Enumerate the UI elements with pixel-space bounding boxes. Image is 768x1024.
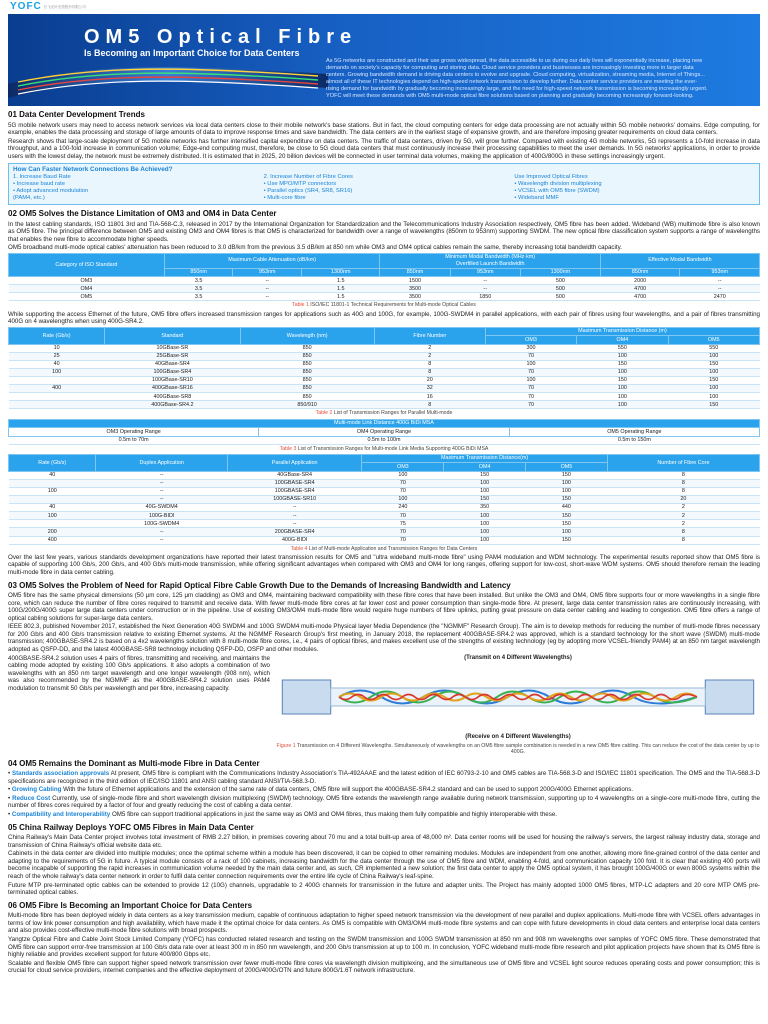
table-cell: 0.5m to 70m (9, 436, 259, 444)
table-cell (9, 496, 96, 504)
callout-column: 1. Increase Baud Rate • Increase baud rate • Adopt advanced modulation (PAM4, etc.) (13, 174, 89, 201)
table-cell: 10 (9, 344, 105, 352)
table-cell: -- (96, 528, 227, 536)
table-cell: 2 (374, 352, 485, 360)
table-header: Maximum Transmission Distance (m) (485, 327, 759, 335)
table-cell: 40G-SWDM4 (96, 504, 227, 512)
bullet-text: With the future of Ethernet applications and the extension of the same rate of data centers, OM5 fibre will support the 400GBASE-SR4.2 standard and can be used to support 200G/400G Ethernet applications. (63, 786, 634, 794)
table-caption (8, 546, 760, 552)
table-header: OM3 Operating Range (9, 428, 259, 436)
table-cell (9, 377, 105, 385)
table-caption (8, 302, 760, 308)
table-cell: 70 (485, 369, 576, 377)
figure-top-label: (Transmit on 4 Different Wavelengths) (464, 654, 572, 661)
table-cell (9, 520, 96, 528)
table-cell: 100 (444, 479, 526, 487)
table-cell: 40GBase-SR4 (227, 471, 362, 479)
table-subheader: OM5 (668, 336, 759, 344)
table-header: Rate (Gb/s) (9, 327, 105, 344)
table-cell: 100 (577, 393, 668, 401)
table-cell: 2 (374, 344, 485, 352)
table-cell: 20 (607, 496, 759, 504)
table-header: OM5 Operating Range (509, 428, 759, 436)
table-cell: 70 (362, 528, 444, 536)
table-cell: 8 (607, 479, 759, 487)
caption-text: ISO/IEC 11801-1 Technical Requirements for Multi-mode Optical Cables (310, 302, 476, 309)
page-subtitle: Is Becoming an Important Choice for Data Centers (84, 48, 300, 58)
table-cell: 150 (668, 377, 759, 385)
table-header: Wavelength (nm) (240, 327, 374, 344)
table-cell: 20 (374, 377, 485, 385)
header-banner (8, 14, 760, 106)
table-cell: 400 (9, 536, 96, 544)
table-subheader: 1300nm (302, 268, 380, 276)
bullet-item: • Reduce Cost Currently, use of single-mode fibre and short wavelength division multiplexing (SWDM) technology. OM5 fibre extends the wavelength range available during network transmission, supporting up to 4 wavelengths on a single-core multi-mode fibre, cutting the number of fibres cores required by a factor of four and greatly reducing the cost of cabling a data center. (8, 794, 760, 810)
table-cell: 3.5 (164, 277, 233, 285)
section-01-paragraph: 5G mobile network users may need to access network services via local data centers close to their mobile network's base stations. But in fact, the cloud computing centers for edge data processing are not actually within 5G mobile networks' domains. Edge computing, for example, enables the data processing and storage of large amounts of data to improve response times and save bandwidth. The data centers are in the earliest stage of expansive growth, and are therefore imposing greater requirements on cloud data centers. (8, 121, 760, 137)
table-header-label: Overfilled Launch Bandwidth (455, 260, 525, 267)
table-cell: 100 (577, 401, 668, 409)
table-cell: 150 (526, 536, 608, 544)
table-cell: 150 (577, 377, 668, 385)
table-cell: 10GBase-SR (105, 344, 240, 352)
table-header: Standard (105, 327, 240, 344)
table-row (9, 352, 760, 360)
table-subheader: OM4 (577, 336, 668, 344)
table-cell: 150 (444, 496, 526, 504)
table-cell: 850 (240, 385, 374, 393)
table-cell: 100 (444, 488, 526, 496)
company-logo[interactable]: YOFC (10, 1, 42, 12)
table-cell: 70 (485, 385, 576, 393)
table-cell: 550 (668, 344, 759, 352)
table-cell: -- (227, 520, 362, 528)
table-cell: 240 (362, 504, 444, 512)
figure-1-wavelength-diagram (276, 655, 760, 755)
table-cell: 350 (444, 504, 526, 512)
table-cell: 100 (526, 488, 608, 496)
table-cell: 75 (362, 520, 444, 528)
table-cell: 200GBASE-SR4 (227, 528, 362, 536)
caption-number: Table 2 (315, 410, 333, 417)
table-cell: 32 (374, 385, 485, 393)
table-cell: 100 (444, 520, 526, 528)
section-03-paragraph: IEEE 802.3, published November 2017, established the Next Generation 40G SWDM4 and 100G SWDM4 multi-mode Physical layer Media Dependence (the "NGMMF" Research Group). The aim is to develop methods for reducing the number of multi-mode fibres necessary for 200 Gb/s and 400 Gb/s transmission relative to existing Ethernet systems. At the NGMMF Research Group's first meeting, in January 2018, the replacement 400GBASE-SR4.2 was approved, which is a standard technology for the short wave (SWDM) multi-mode transmission; 400GBASE-SR4.2 is based on a 4x2 wavelengths solution with 8 multi-mode fibre cores, i.e., 4 pairs of optical fibres, and makes excellent use of the strengths of existing technology (eg by adopting more VCSEL-friendly PAM4) at an 850 nm target wavelength adopted as QSFP-DD, and the latest 400GBASE-SR8 technology including QSFP-DD, OSFP and other modules. (8, 623, 760, 654)
table-cell: 40GBase-SR4 (105, 360, 240, 368)
table-row (9, 528, 760, 536)
logo-bar (8, 0, 760, 14)
section-title-05: 05 China Railway Deploys YOFC OM5 Fibres in Main Data Center (8, 822, 254, 832)
table-cell: -- (96, 496, 227, 504)
table-header (380, 253, 600, 268)
figure-caption (276, 743, 760, 755)
table-cell: -- (96, 471, 227, 479)
table-cell: 40 (9, 360, 105, 368)
table-cell: 100 (668, 393, 759, 401)
table-cell: 150 (444, 471, 526, 479)
table-row (9, 401, 760, 409)
table-header: Number of Fibre Core (607, 454, 759, 471)
table-subheader: OM5 (526, 463, 608, 471)
callout-title: How Can Faster Network Connections Be Achieved? (13, 166, 173, 174)
table-cell: 500 (520, 293, 600, 301)
section-01-paragraph: Research shows that large-scale deployment of 5G mobile networks has further intensified capital expenditure on data centers. The traffic of data centers, driven by 5G, will grow further. Compared with existing 4G mobile networks, 5G represents a 10-fold increase in data throughput, and a 100-fold increase in communication volume; Edge-end computing must, therefore, be close to 5G cloud data centers that must continuously increase their processing capabilities to meet the user demands. In 5G networks' applications, in order to provide users with the lowest delay, the network must be extremely distributed. It is estimated that in 2025, 20 billion devices will be connected in user terminal data volumes, making the application of 400G/800G in these settings increasingly urgent. (8, 137, 760, 160)
table-cell: 70 (485, 352, 576, 360)
table-cell: -- (227, 504, 362, 512)
section-title-04: 04 OM5 Remains the Dominant as Multi-mode Fibre in Data Center (8, 758, 260, 768)
table-cell: -- (233, 285, 302, 293)
table-cell: 100 (668, 352, 759, 360)
bullet-title: Growing Cabling (11, 786, 62, 794)
table-cell: 100 (362, 496, 444, 504)
table-row (9, 385, 760, 393)
table-cell: 300 (485, 344, 576, 352)
table-cell: 850 (240, 377, 374, 385)
table-cell: 2 (607, 520, 759, 528)
caption-number: Figure 1 (276, 742, 296, 749)
page-title: OM5 Optical Fibre (84, 26, 358, 48)
table-cell: 100 (526, 528, 608, 536)
table-cell: 150 (668, 360, 759, 368)
section-02-paragraph: Over the last few years, various standards development organizations have reported their latest transmission results for OM5 and "ultra wideband multi-mode fibre" using PAM4 modulation and WDM technology. The experimental results reported show that OM5 fibre is capable of supporting 100 Gb/s, 200 Gb/s, and 400 Gb/s multi-mode transmission, while offering significant advantages when compared with OM3 and OM4 for long ranges, offering support for low-cost, short-wave WDM systems. OM5 should therefore remain the leading multi-mode fibre in data center cabling. (8, 553, 760, 576)
table-cell: 100 (577, 369, 668, 377)
bullet-title: Reduce Cost (12, 794, 51, 802)
table-cell: 100 (362, 471, 444, 479)
table-row (9, 393, 760, 401)
table-body (9, 471, 760, 544)
bullet-item: • Compatibility and Interoperability OM5 fibre can support traditional applications in just the same way as OM3 and OM4 fibres, thus making them fully compatible and highly interoperable with these. (8, 811, 557, 818)
table-row (9, 436, 760, 444)
table-cell (9, 479, 96, 487)
table-cell (9, 401, 105, 409)
caption-text: List of Transmission Ranges for Multi-mode Link Media Supporting 400G BiDi MSA (297, 445, 489, 452)
table-cell: 70 (362, 479, 444, 487)
table-cell: 100 (577, 352, 668, 360)
table-cell: 3500 (380, 285, 450, 293)
table-cell: 440 (526, 504, 608, 512)
section-05-paragraph: China Railway's Main Data Center project involves total investment of RMB 2.27 billion, in premises covering about 70 mu and a total built-up area of 48,000 m². Data center rooms will be used for housing the railway's servers, the largest railway industry data, storage and transmission of China Railway's official website data etc. (8, 834, 760, 849)
section-title-03: 03 OM5 Solves the Problem of Need for Rapid Optical Fibre Cable Growth Due to the Demands of Increasing Bandwidth and Latency (8, 580, 511, 590)
table-cell: 3.5 (164, 285, 233, 293)
table-cell: 100 (668, 385, 759, 393)
table-cell: 25 (9, 352, 105, 360)
section-03-paragraph: 400GBASE-SR4.2 solution uses 4 pairs of fibres, transmitting and receiving, and maintains the cabling mode adopted by existing 100 Gb/s applications. It also adopts a combination of two wavelengths with an 850 nm target wavelength and one longer wavelength (908 nm), which was also recommended by the NGMMF as the 400GBASE-SR4.2 solution uses PAM4 modulation to transmit 50 Gb/s per wavelength and per fibre, increasing capacity. (8, 654, 270, 692)
callout-column: Use Improved Optical Fibres • Wavelength division multiplexing • VCSEL with OM5 fibre (SWDM) • Wideband MMF (514, 174, 602, 201)
table-header: Parallel Application (227, 454, 362, 471)
table-4-application-ranges (8, 454, 760, 545)
table-row (9, 360, 760, 368)
table-cell: 4700 (600, 285, 680, 293)
table-cell: 850 (240, 352, 374, 360)
table-cell: 1850 (450, 293, 520, 301)
table-cell: 2000 (600, 277, 680, 285)
table-cell: 850/910 (240, 401, 374, 409)
table-header: Effective Modal Bandwidth (600, 253, 759, 268)
caption-number: Table 1 (292, 302, 309, 309)
table-cell: 0.5m to 150m (509, 436, 759, 444)
table-cell: OM3 (9, 277, 165, 285)
table-cell: 8 (374, 401, 485, 409)
bullet-text: At present, OM5 fibre is compliant with the Communications Industry Association's TIA-492AAAE and the latest edition of IEC 60793-2-10 and OM5 cables are TIA-568.3-D and ISO/IEC 11801 specification. The OM5 and the TIA-568.3-D specifications are recognized in the third edition of IEC/ISO 11801 and ANSI cabling standard ANSI/TIA-568.3-D. (8, 770, 760, 785)
table-cell: 150 (668, 401, 759, 409)
table-subheader: OM3 (362, 463, 444, 471)
table-row (9, 377, 760, 385)
table-header: Fibre Number (374, 327, 485, 344)
intro-text: As 5G networks are constructed and their use grows widespread, the data accessible to us during our daily lives will exponentially increase, placing new demands on society's capacity for computing and storing data. Cloud service providers and businesses are increasingly investing more in larger data centers. Growing bandwidth demand is driving data centers to evolve and upgrade. Cloud computing, virtualization, streaming media, Internet of Things... almost all of these IT technologies depend on high-speed network transmission to develop further. Data center service providers are meeting the ever-rising demand for bandwidth by gradually becoming increasingly large, and the need for high-speed network transmission is becoming increasingly urgent. YOFC will meet these demands with OM5 multi-mode optical fibre solutions based on planning and gradually becoming increasingly forward-looking. (326, 58, 708, 99)
table-cell: 100 (9, 488, 96, 496)
table-cell: -- (450, 285, 520, 293)
section-03-paragraph: OM5 fibre has the same physical dimensions (50 μm core, 125 μm cladding) as OM3 and OM4, maintaining backward compatibility with these fibre cores that have been installed. But unlike the OM3 and OM4, OM5 fibre supports four or more wavelengths in a single fibre core, which can reduce the number of fibre cores required to transmit and receive data. With fewer multi-mode fibre cores at far lower cost and power consumption than single-mode fibre. At present, large data center transmission rates are continuously increasing, with 100G/200G/400G super large data centers under construction or in the pipeline. Use of existing OM3/OM4 multi-mode fibre would require huge numbers of fibre uplinks, putting great pressure on data center cabling and leading to congestion. OM5 fibre offers a range of optical cabling solutions for super-large data centers. (8, 592, 760, 622)
table-cell: 1500 (380, 277, 450, 285)
table-subheader: 850nm (600, 268, 680, 276)
table-cell: 0.5m to 100m (259, 436, 509, 444)
table-cell: 8 (607, 471, 759, 479)
section-06-paragraph: Multi-mode fibre has been deployed widely in data centers as a key transmission medium, capable of continuous adaptation to higher speed network transmission via the development of new parallel and duplex applications. Multi-mode fibre with VCSEL offers advantages in terms of low link power consumption and high availability, which have made it the optimal choice for data centers. As OM5 is compatible with OM3/OM4 multi-mode fibre systems and can cope with future developments in cloud data centers and enterprise local data centers and also provides cost-effective multi-mode fibre solutions with broad prospects. (8, 912, 760, 935)
table-cell: 550 (577, 344, 668, 352)
table-body (9, 277, 760, 301)
bullet-text: OM5 fibre can support traditional applications in just the same way as OM3 and OM4 fibres, thus making them fully compatible and highly interoperable with these. (111, 811, 557, 818)
table-cell: 1.5 (302, 293, 380, 301)
table-cell: 70 (362, 512, 444, 520)
bullet-text: Currently, use of single-mode fibre and short wavelength division multiplexing (SWDM) technology. OM5 fibre extends the wavelength range available during network transmission, supporting up to 4 wavelengths on a single-core multi-mode fibre, cutting the number of fibres cores required by a factor of four and greatly reducing the cost of cabling a data center. (8, 794, 760, 810)
caption-number: Table 4 (290, 545, 308, 552)
table-subheader: 850nm (164, 268, 233, 276)
table-cell: -- (233, 277, 302, 285)
table-cell: 150 (526, 471, 608, 479)
table-cell: 850 (240, 393, 374, 401)
table-cell: -- (450, 277, 520, 285)
table-cell: 150 (526, 512, 608, 520)
table-subheader: OM3 (485, 336, 576, 344)
table-cell: 100 (577, 385, 668, 393)
table-cell: 3500 (380, 293, 450, 301)
table-cell: 400GBase-SR4.2 (105, 401, 240, 409)
section-05-paragraph: Future MTP pre-terminated optic cables can be extended to provide 12 (10G) channels, upgradable to 2 400G channels for transmission in the future and adapter units. The Project has mainly adopted 1000 OM5 fibres, MTP-LC adapters and 20 core MTP OM5 pre-terminated optical cables. (8, 881, 760, 897)
table-row (9, 512, 760, 520)
company-logo-subtitle: 长飞光纤光缆股份有限公司 (43, 4, 86, 9)
table-header-label: Minimum Modal Bandwidth (MHz·km) (445, 254, 536, 261)
table-cell: 8 (607, 536, 759, 544)
table-subheader: 1300nm (520, 268, 600, 276)
table-subheader: 953nm (233, 268, 302, 276)
section-02-paragraph: In the latest cabling standards, ISO 11801 3rd and TIA-568-C.3, released in 2017 by the International Organization for Standardization and the Telecommunications Industry Association respectively, OM5 fibre has been added. Wideband (WB) multimode fibre is also known as OM5 fibre. The principal difference between OM5 and existing OM3 and OM4 fibres is that OM5 is characterized for bandwidth over a range of wavelengths (850nm to 953nm) supporting SWDM. The new optical fibre classification system supports a range of wavelengths that enables the new fibre to accommodate higher speeds. (8, 220, 760, 243)
table-cell: 70 (485, 393, 576, 401)
table-caption (8, 446, 760, 452)
section-05-paragraph: Cabinets in the data center are divided into multiple modules; once the optimal scheme within a module has been discovered, it can be copied to other remaining modules. Modules are independent from one another, allowing more fine-grained control of the data center and adapting to the requirements of 5G in future. A typical module consists of a rack of 100 cabinets, increasing bandwidth for the data center through the use of OM5 fibre and WDM, enabling 4-fold, and communication capacity 100 fold. It is clear that existing 400 ports will become incapable of supporting the rapid increases in communication volume needed by the main data center and, as such, CR implemented a new solution; the first data center to apply the OM5 optical system, it has brought 100G/400G or even 800G systems within the reach of the whole railway's data center network in order to fulfil data center connection requirements over the entire life cycle of China Railway's leaf-spine. (8, 850, 760, 880)
table-subheader: 953nm (680, 268, 760, 276)
table-subheader: 850nm (380, 268, 450, 276)
table-cell: 850 (240, 344, 374, 352)
table-3-bidi-ranges (8, 419, 760, 445)
section-02-paragraph: OM5 broadband multi-mode optical cables' attenuation has been reduced to 3.0 dB/km from the previous 3.5 dB/km at 850 nm while OM3 and OM4 optical cables remain the same, thereby increasing total bandwidth capacity. (8, 244, 622, 252)
table-cell: 100 (444, 528, 526, 536)
table-row (9, 277, 760, 285)
section-title-02: 02 OM5 Solves the Distance Limitation of OM3 and OM4 in Data Center (8, 208, 277, 218)
table-cell: 8 (374, 369, 485, 377)
table-cell: 500 (520, 285, 600, 293)
table-cell: 70 (362, 536, 444, 544)
table-row (9, 520, 760, 528)
table-cell: 40 (9, 504, 96, 512)
table-cell: 100 (485, 360, 576, 368)
table-cell: 100 (526, 479, 608, 487)
table-cell: 400G-BIDI (227, 536, 362, 544)
table-row (9, 293, 760, 301)
table-cell: 100 (9, 369, 105, 377)
table-cell: OM5 (9, 293, 165, 301)
caption-text: Transmission on 4 Different Wavelengths. Simultaneously of wavelengths on an OM5 fibre sample combination is needed in a new OM5 fibre cabling. This can reduce the cost of the data center by up to 400G. (296, 742, 760, 755)
figure-bottom-label: (Receive on 4 Different Wavelengths) (465, 734, 571, 741)
table-header: OM4 Operating Range (259, 428, 509, 436)
table-cell: 150 (526, 520, 608, 528)
table-cell: 400 (9, 385, 105, 393)
table-cell: OM4 (9, 285, 165, 293)
table-row (9, 369, 760, 377)
table-cell: 70 (485, 401, 576, 409)
table-row (9, 536, 760, 544)
table-cell: 850 (240, 369, 374, 377)
section-02-paragraph: While supporting the access Ethernet of the future, OM5 fibre offers increased transmission ranges for applications such as 40G and 100G, for example, 100G-SWDM4 in parallel applications, with each pair of fibres using four wavelengths, and a pair of fibres transmitting 400G on 4 wavelengths when using 400G-SR4.2. (8, 310, 760, 326)
caption-text: List of Multi-mode Application and Transmission Ranges for Data Centers (308, 545, 478, 552)
table-cell: 100GBASE-SR4 (227, 488, 362, 496)
table-cell: 8 (374, 360, 485, 368)
table-header: Category of ISO Standard (9, 253, 165, 276)
table-cell: 2 (607, 512, 759, 520)
table-2-parallel-ranges (8, 327, 760, 410)
table-cell: 2 (607, 504, 759, 512)
callout-column: 2. Increase Number of Fibre Cores • Use MPO/MTP connectors • Parallel optics (SR4, SR8, SR16) • Multi-core fibre (263, 174, 353, 201)
table-row (9, 488, 760, 496)
table-cell: 100 (9, 512, 96, 520)
table-cell: 100 (485, 377, 576, 385)
table-row (9, 471, 760, 479)
section-06-paragraph: Scalable and flexible OM5 fibre can support higher speed network transmission over fewer multi-mode fibre cores via wavelength division multiplexing, and the simultaneous use of OM5 fibre and VCSEL light source reduces operating costs and power consumption; this is crucial for cloud service providers, internet companies and the effective deployment of 200G/400G/OTN and future 800G/1.6T network infrastructure. (8, 959, 760, 975)
table-cell: -- (96, 536, 227, 544)
table-cell: 4700 (600, 293, 680, 301)
section-title-06: 06 OM5 Fibre Is Becoming an Important Choice for Data Centers (8, 900, 253, 910)
table-header: Duplex Application (96, 454, 227, 471)
bullet-item: • Growing Cabling With the future of Ethernet applications and the extension of the same rate of data centers, OM5 fibre will support the 400GBASE-SR4.2 standard and can be used to support 200G/400G Ethernet applications. (8, 786, 634, 794)
table-cell: 500 (520, 277, 600, 285)
table-cell: 150 (526, 496, 608, 504)
table-header: Maximum Transmission Distance(m) (362, 454, 607, 462)
bullet-item: • Standards association approvals At present, OM5 fibre is compliant with the Communications Industry Association's TIA-492AAAE and the latest edition of IEC 60793-2-10 and OM5 cables are TIA-568.3-D and ISO/IEC 11801 specification. The OM5 and the TIA-568.3-D specifications are recognized in the third edition of IEC/ISO 11801 and ANSI cabling standard ANSI/TIA-568.3-D. (8, 770, 760, 785)
caption-text: List of Transmission Ranges for Parallel Multi-mode (333, 410, 453, 417)
table-cell: -- (96, 479, 227, 487)
table-row (9, 496, 760, 504)
table-cell: 40 (9, 471, 96, 479)
table-row (9, 504, 760, 512)
table-row (9, 479, 760, 487)
table-cell: 16 (374, 393, 485, 401)
table-cell: 25GBase-SR (105, 352, 240, 360)
table-cell: -- (96, 488, 227, 496)
section-title-01: 01 Data Center Development Trends (8, 110, 145, 119)
table-cell: 100GBase-SR10 (105, 377, 240, 385)
table-caption (8, 410, 760, 416)
table-cell: -- (227, 512, 362, 520)
table-cell: 3.5 (164, 293, 233, 301)
caption-number: Table 3 (279, 445, 297, 452)
table-cell: 100GBASE-SR10 (227, 496, 362, 504)
table-cell: 850 (240, 360, 374, 368)
table-cell: 2470 (680, 293, 760, 301)
table-1-attenuation (8, 253, 760, 302)
table-cell: 70 (362, 488, 444, 496)
table-header: Rate (Gb/s) (9, 454, 96, 471)
table-cell: 8 (607, 528, 759, 536)
table-cell: 100G-BIDI (96, 512, 227, 520)
table-subheader: OM4 (444, 463, 526, 471)
table-cell: -- (233, 293, 302, 301)
table-cell: 100GBASE-SR4 (227, 479, 362, 487)
table-header: Maximum Cable Attenuation (dB/km) (164, 253, 380, 268)
table-row (9, 285, 760, 293)
table-cell: 100 (444, 536, 526, 544)
bullet-title: Compatibility and Interoperability (11, 811, 111, 818)
table-cell: 1.5 (302, 285, 380, 293)
table-title: Multi-mode Link Distance 400G BiDi MSA (9, 419, 760, 427)
table-row (9, 344, 760, 352)
table-cell: 100 (668, 369, 759, 377)
table-body (9, 344, 760, 409)
table-cell: 1.5 (302, 277, 380, 285)
table-cell: 200 (9, 528, 96, 536)
table-cell: -- (680, 285, 760, 293)
table-cell: 8 (607, 488, 759, 496)
table-cell: 400GBase-SR8 (105, 393, 240, 401)
table-cell: 150 (577, 360, 668, 368)
table-cell: 100G-SWDM4 (96, 520, 227, 528)
table-cell: 100GBase-SR4 (105, 369, 240, 377)
wavelength-diagram-svg (276, 662, 760, 732)
table-cell: 400GBase-SR16 (105, 385, 240, 393)
callout-box (8, 163, 760, 205)
table-subheader: 953nm (450, 268, 520, 276)
section-06-paragraph: Yangtze Optical Fibre and Cable Joint Stock Limited Company (YOFC) has conducted related research and testing on the SWDM transmission and 100G SWDM transmission at 850 nm and 908 nm wavelengths over samples of YOFC OM5 fibre. These demonstrated that OM5 fibre can support error-free transmission at 100 Gb/s data rate over at least 300 m in 850 nm wavelength, and 200 Gb/s transmission at up to 100 m. In conclusion, YOFC wideband multi-mode fibre research and pilot application projects have shown that its OM5 fibre is highly reliable and provides excellent support for future 400/800 Gbps etc. (8, 935, 760, 959)
fibre-cable-illustration (8, 54, 328, 106)
table-cell: 100 (444, 512, 526, 520)
bullet-title: Standards association approvals (11, 770, 110, 778)
table-cell: -- (680, 277, 760, 285)
table-cell (9, 393, 105, 401)
